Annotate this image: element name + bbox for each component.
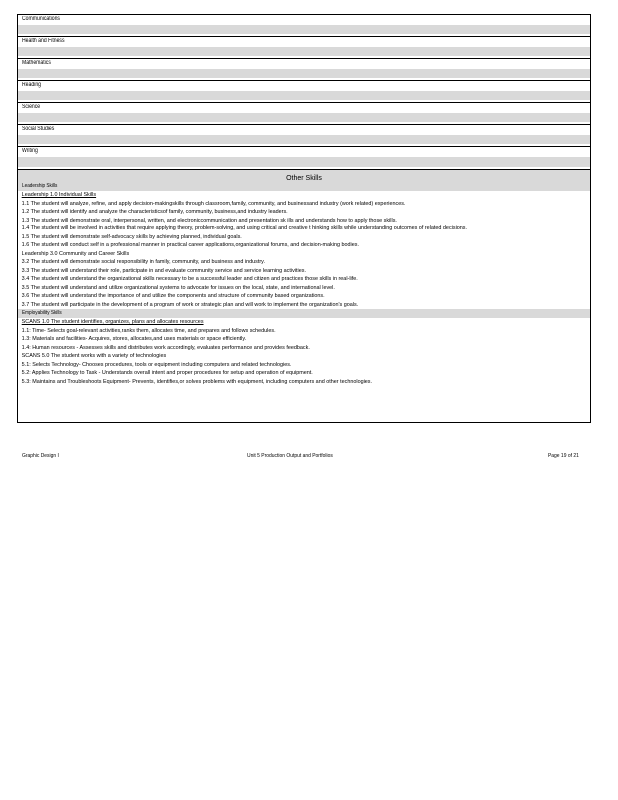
section-health-fitness — [18, 37, 590, 59]
list-item: 3.4 The student will understand the organizational skills necessary to be a successful leader and citizen and practices those skills in real-life. — [21, 276, 358, 282]
list-item: 1.2 The student will identify and analyze the characteristicsof family, community, business,and industry leaders. — [21, 209, 288, 215]
section-mathematics — [18, 59, 590, 81]
section-label: Social Studies — [22, 126, 55, 132]
list-item: 1.1: Time- Selects goal-relevant activities,ranks them, allocates time, and prepares and follows schedules. — [21, 327, 276, 334]
list-item: 1.6 The student will conduct self in a professional manner in practical career applications,organizational forums, and decision-making bodies. — [21, 242, 359, 248]
section-label: Reading — [22, 82, 42, 88]
leadership-skills-label: Leadership Skills — [22, 183, 58, 189]
employability-skills-label: Employability Skills — [22, 310, 62, 316]
section-reading — [18, 81, 590, 103]
list-item: 5.2: Applies Technology to Task - Understands overall intent and proper procedures for setup and operation of equipment. — [21, 370, 313, 376]
footer-page-number: Page 19 of 21 — [548, 453, 579, 459]
other-skills-title: Other Skills — [286, 175, 322, 182]
section-science — [18, 103, 590, 125]
list-item: 1.1 The student will analyze, refine, and apply decision-makingskills through classroom,family, community, and businessand industry (work related) experiences. — [21, 200, 406, 207]
list-item: Leadership 3.0 Community and Career Skills — [21, 250, 130, 257]
section-social-studies — [18, 125, 590, 147]
list-item: 5.3: Maintains and Troubleshoots Equipment- Prevents, identifies,or solves problems with equipment, including computers and other technologies. — [21, 378, 373, 385]
standards-table — [17, 14, 591, 423]
section-label: Communications — [22, 16, 60, 22]
list-item: SCANS 5.0 The student works with a variety of technologies — [21, 353, 167, 359]
section-communications — [18, 15, 590, 37]
section-label: Mathematics — [22, 60, 51, 66]
section-writing — [18, 147, 590, 169]
list-item: 1.4: Human resources - Assesses skills and distributes work accordingly, evaluates performance and provides feedback. — [21, 344, 310, 351]
list-item: 1.3 The student will demonstrate oral, interpersonal, written, and electroniccommunication and presentation sk ills and understands how to apply those skills. — [21, 217, 397, 224]
list-item: 3.6 The student will understand the importance of and utilize the components and structure of community based organizations. — [21, 293, 325, 299]
list-item: SCANS 1.0 The student identifies, organizes, plans and allocates resources — [21, 319, 204, 325]
section-label: Health and Fitness — [22, 38, 65, 44]
list-item: 5.1: Selects Technology- Chooses procedures, tools or equipment including computers and related technologies. — [21, 361, 292, 368]
list-item: 3.2 The student will demonstrate social responsibility in family, community, and business and industry. — [21, 259, 265, 265]
list-item: 3.5 The student will understand and utilize organizational systems to advocate for issues on the local, state, and international level. — [21, 284, 335, 291]
list-item: 3.7 The student will participate in the development of a program of work or strategic plan and will work to implement the organization's goals. — [21, 301, 359, 308]
other-skills-header — [18, 169, 590, 191]
section-label: Science — [22, 104, 41, 110]
list-item: 1.3: Materials and facilities- Acquires, stores, allocates,and uses materials or space efficiently. — [21, 336, 247, 342]
list-item: 3.3 The student will understand their role, participate in and evaluate community service and service learning activities. — [21, 267, 306, 274]
list-item: 1.4 The student will be involved in activities that require applying theory, problem-solving, and using critical and creative t hinking skills while understanding outcomes of related decisions. — [21, 225, 468, 231]
employability-skills-header — [18, 309, 590, 318]
footer-unit: Unit 5 Production Output and Portfolios — [247, 453, 333, 459]
footer-course: Graphic Design I — [22, 453, 59, 459]
section-label: Writing — [22, 148, 38, 154]
list-item: 1.5 The student will demonstrate self-advocacy skills by achieving planned, individual goals. — [21, 233, 242, 240]
list-item: Leadership 1.0 Individual Skills — [21, 192, 97, 198]
